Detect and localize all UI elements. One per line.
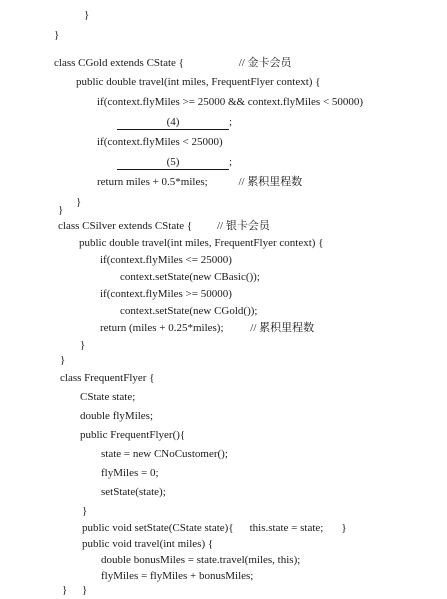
- code-text: }: [82, 584, 88, 596]
- code-line-blank-5: [117, 156, 232, 170]
- code-text: ;: [229, 156, 233, 168]
- code-line: }: [82, 505, 88, 517]
- code-text: public void setState(CState state){: [82, 522, 234, 534]
- code-text: this.state = state;: [249, 522, 324, 534]
- code-line: [100, 322, 314, 335]
- code-line: if(context.flyMiles >= 50000): [100, 288, 232, 300]
- code-line: CState state;: [80, 391, 136, 403]
- code-line: context.setState(new CGold());: [120, 305, 258, 317]
- code-text: return (miles + 0.25*miles);: [100, 322, 224, 334]
- code-line: state = new CNoCustomer();: [101, 448, 228, 460]
- code-text: }: [341, 522, 347, 534]
- code-line-class-frequentflyer: class FrequentFlyer {: [60, 372, 155, 384]
- code-line: [82, 584, 87, 597]
- code-line: }: [58, 204, 64, 216]
- code-text: ;: [229, 116, 233, 128]
- code-line: [97, 176, 302, 189]
- code-line: double flyMiles;: [80, 410, 154, 422]
- code-line: if(context.flyMiles >= 25000 && context.flyMiles < 50000): [97, 96, 364, 108]
- code-line: public double travel(int miles, FrequentFlyer context) {: [79, 237, 324, 249]
- code-text: class CGold extends CState {: [54, 57, 184, 69]
- code-line: }: [62, 584, 68, 596]
- fill-in-blank-5: (5): [117, 157, 229, 170]
- code-line: [82, 538, 213, 551]
- code-line: [82, 522, 347, 535]
- code-text: return miles + 0.5*miles;: [97, 176, 208, 188]
- fill-in-blank-4: (4): [117, 117, 229, 130]
- code-comment: // 金卡会员: [238, 57, 292, 69]
- code-text: public void travel(int miles) {: [82, 538, 214, 550]
- code-text: flyMiles = flyMiles + bonusMiles;: [101, 570, 254, 582]
- code-line: }: [76, 196, 82, 208]
- code-line: if(context.flyMiles < 25000): [97, 136, 223, 148]
- code-comment: // 银卡会员: [216, 220, 270, 232]
- code-text: class CSilver extends CState {: [58, 220, 193, 232]
- code-comment: // 累积里程数: [250, 322, 315, 334]
- code-line: }: [80, 339, 86, 351]
- code-line: }: [60, 354, 66, 366]
- code-line: public FrequentFlyer(){: [80, 429, 186, 441]
- code-text: double bonusMiles = state.travel(miles, this);: [101, 554, 301, 566]
- code-line: }: [84, 9, 90, 21]
- code-line: [101, 554, 300, 567]
- code-line: if(context.flyMiles <= 25000): [100, 254, 232, 266]
- code-line: public double travel(int miles, FrequentFlyer context) {: [76, 76, 321, 88]
- code-line-class-cgold: [54, 57, 292, 70]
- code-line: context.setState(new CBasic());: [120, 271, 260, 283]
- code-line: [101, 570, 253, 583]
- code-line: }: [54, 29, 60, 41]
- code-line-blank-4: [117, 116, 232, 130]
- code-line: flyMiles = 0;: [101, 467, 159, 479]
- code-line-class-csilver: [58, 220, 270, 233]
- code-comment: // 累积里程数: [238, 176, 303, 188]
- code-line: setState(state);: [101, 486, 166, 498]
